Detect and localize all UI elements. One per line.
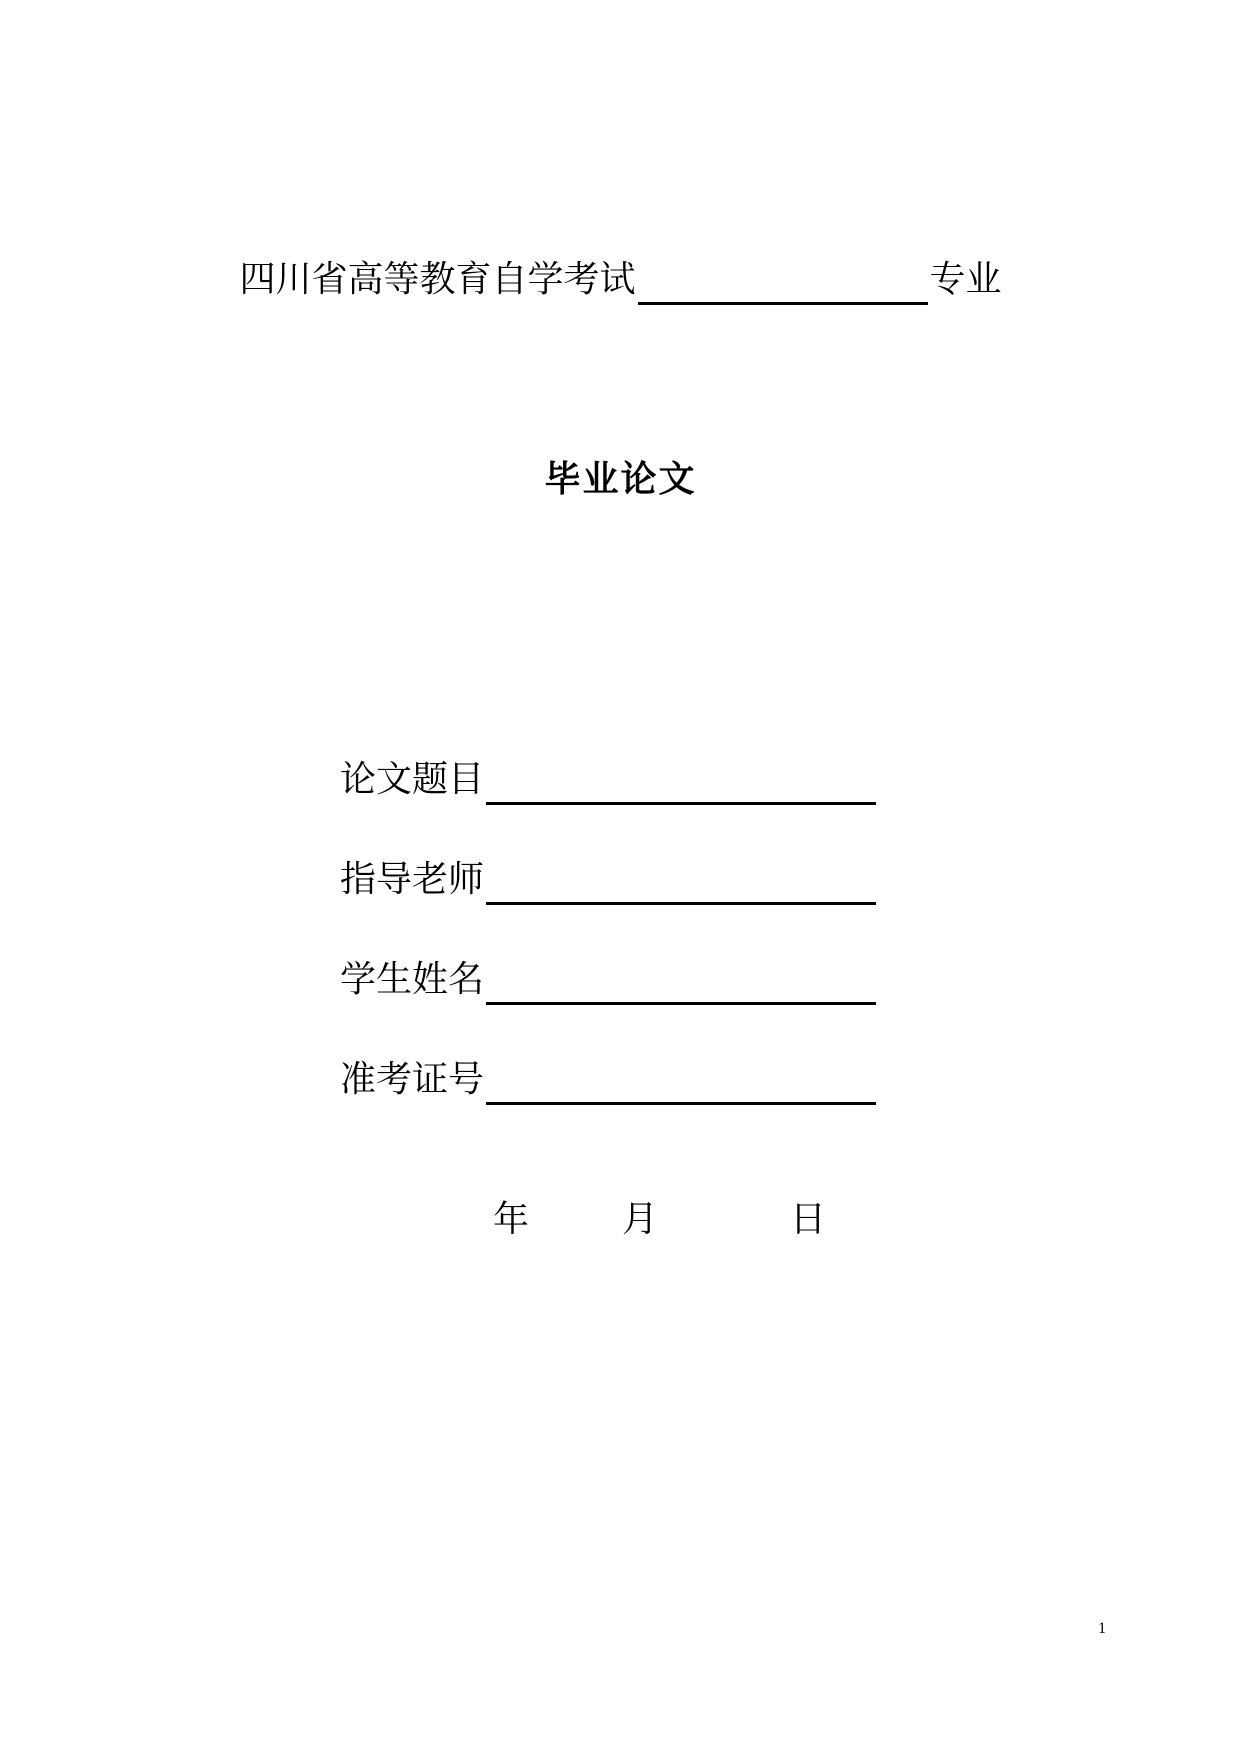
exam-id-blank-line[interactable] [486,1066,876,1105]
major-blank-line[interactable] [638,266,928,305]
field-advisor [340,855,876,905]
exam-header-line [0,255,1241,305]
field-thesis-title [340,755,876,805]
field-label: 指导老师 [340,859,485,900]
field-exam-id [340,1055,876,1105]
advisor-blank-line[interactable] [486,866,876,905]
exam-header-suffix: 专业 [929,259,1002,300]
student-name-blank-line[interactable] [486,966,876,1005]
date-day-label: 日 [790,1199,827,1240]
field-student-name [340,955,876,1005]
thesis-title-blank-line[interactable] [486,766,876,805]
field-label: 论文题目 [340,759,485,800]
date-year-label: 年 [493,1199,530,1240]
field-label: 学生姓名 [340,959,485,1000]
date-month-label: 月 [622,1199,659,1240]
field-label: 准考证号 [340,1059,485,1100]
document-title: 毕业论文 [544,459,697,500]
page-number: 1 [1098,1620,1106,1637]
exam-header-prefix: 四川省高等教育自学考试 [239,259,636,300]
